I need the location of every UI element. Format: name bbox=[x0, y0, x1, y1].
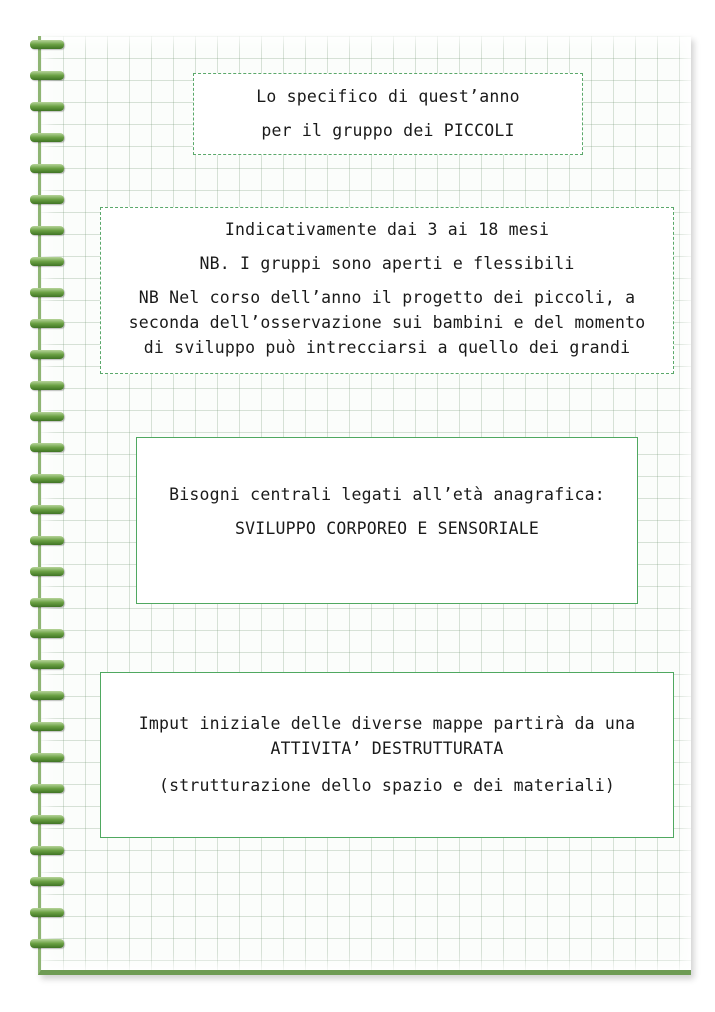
ring-icon bbox=[30, 660, 64, 669]
ring-icon bbox=[30, 536, 64, 545]
ring-icon bbox=[30, 567, 64, 576]
ring-icon bbox=[30, 195, 64, 204]
title-box bbox=[193, 73, 583, 155]
ring-icon bbox=[30, 71, 64, 80]
ring-icon bbox=[30, 598, 64, 607]
ring-icon bbox=[30, 474, 64, 483]
ring-icon bbox=[30, 40, 64, 49]
activity-line-1: Imput iniziale delle diverse mappe partirà da una bbox=[138, 714, 636, 733]
project-note-line-3: di sviluppo può intrecciarsi a quello dei grandi bbox=[143, 338, 631, 357]
needs-heading: Bisogni centrali legati all’età anagrafica: bbox=[169, 485, 605, 504]
needs-box bbox=[136, 437, 638, 604]
ring-icon bbox=[30, 691, 64, 700]
age-info-box bbox=[100, 207, 674, 374]
ring-icon bbox=[30, 381, 64, 390]
ring-icon bbox=[30, 350, 64, 359]
ring-icon bbox=[30, 257, 64, 266]
activity-line-2: ATTIVITA’ DESTRUTTURATA bbox=[270, 739, 504, 758]
ring-icon bbox=[30, 815, 64, 824]
title-line-2: per il gruppo dei PICCOLI bbox=[261, 121, 515, 140]
ring-icon bbox=[30, 722, 64, 731]
ring-icon bbox=[30, 443, 64, 452]
ring-icon bbox=[30, 288, 64, 297]
ring-icon bbox=[30, 784, 64, 793]
ring-icon bbox=[30, 939, 64, 948]
ring-icon bbox=[30, 846, 64, 855]
ring-icon bbox=[30, 505, 64, 514]
title-line-1: Lo specifico di quest’anno bbox=[256, 87, 520, 106]
ring-icon bbox=[30, 877, 64, 886]
ring-icon bbox=[30, 412, 64, 421]
ring-icon bbox=[30, 164, 64, 173]
ring-icon bbox=[30, 629, 64, 638]
ring-icon bbox=[30, 102, 64, 111]
activity-line-3: (strutturazione dello spazio e dei materiali) bbox=[158, 776, 616, 795]
ring-icon bbox=[30, 908, 64, 917]
needs-value: SVILUPPO CORPOREO E SENSORIALE bbox=[234, 519, 539, 538]
project-note-line-2: seconda dell’osservazione sui bambini e del momento bbox=[128, 313, 646, 332]
ring-icon bbox=[30, 753, 64, 762]
groups-note-text: NB. I gruppi sono aperti e flessibili bbox=[199, 254, 575, 273]
input-activity-box bbox=[100, 672, 674, 838]
age-range-text: Indicativamente dai 3 ai 18 mesi bbox=[224, 220, 550, 239]
ring-icon bbox=[30, 226, 64, 235]
project-note-line-1: NB Nel corso dell’anno il progetto dei piccoli, a bbox=[138, 288, 636, 307]
spiral-binding-icon bbox=[30, 40, 70, 960]
ring-icon bbox=[30, 133, 64, 142]
ring-icon bbox=[30, 319, 64, 328]
